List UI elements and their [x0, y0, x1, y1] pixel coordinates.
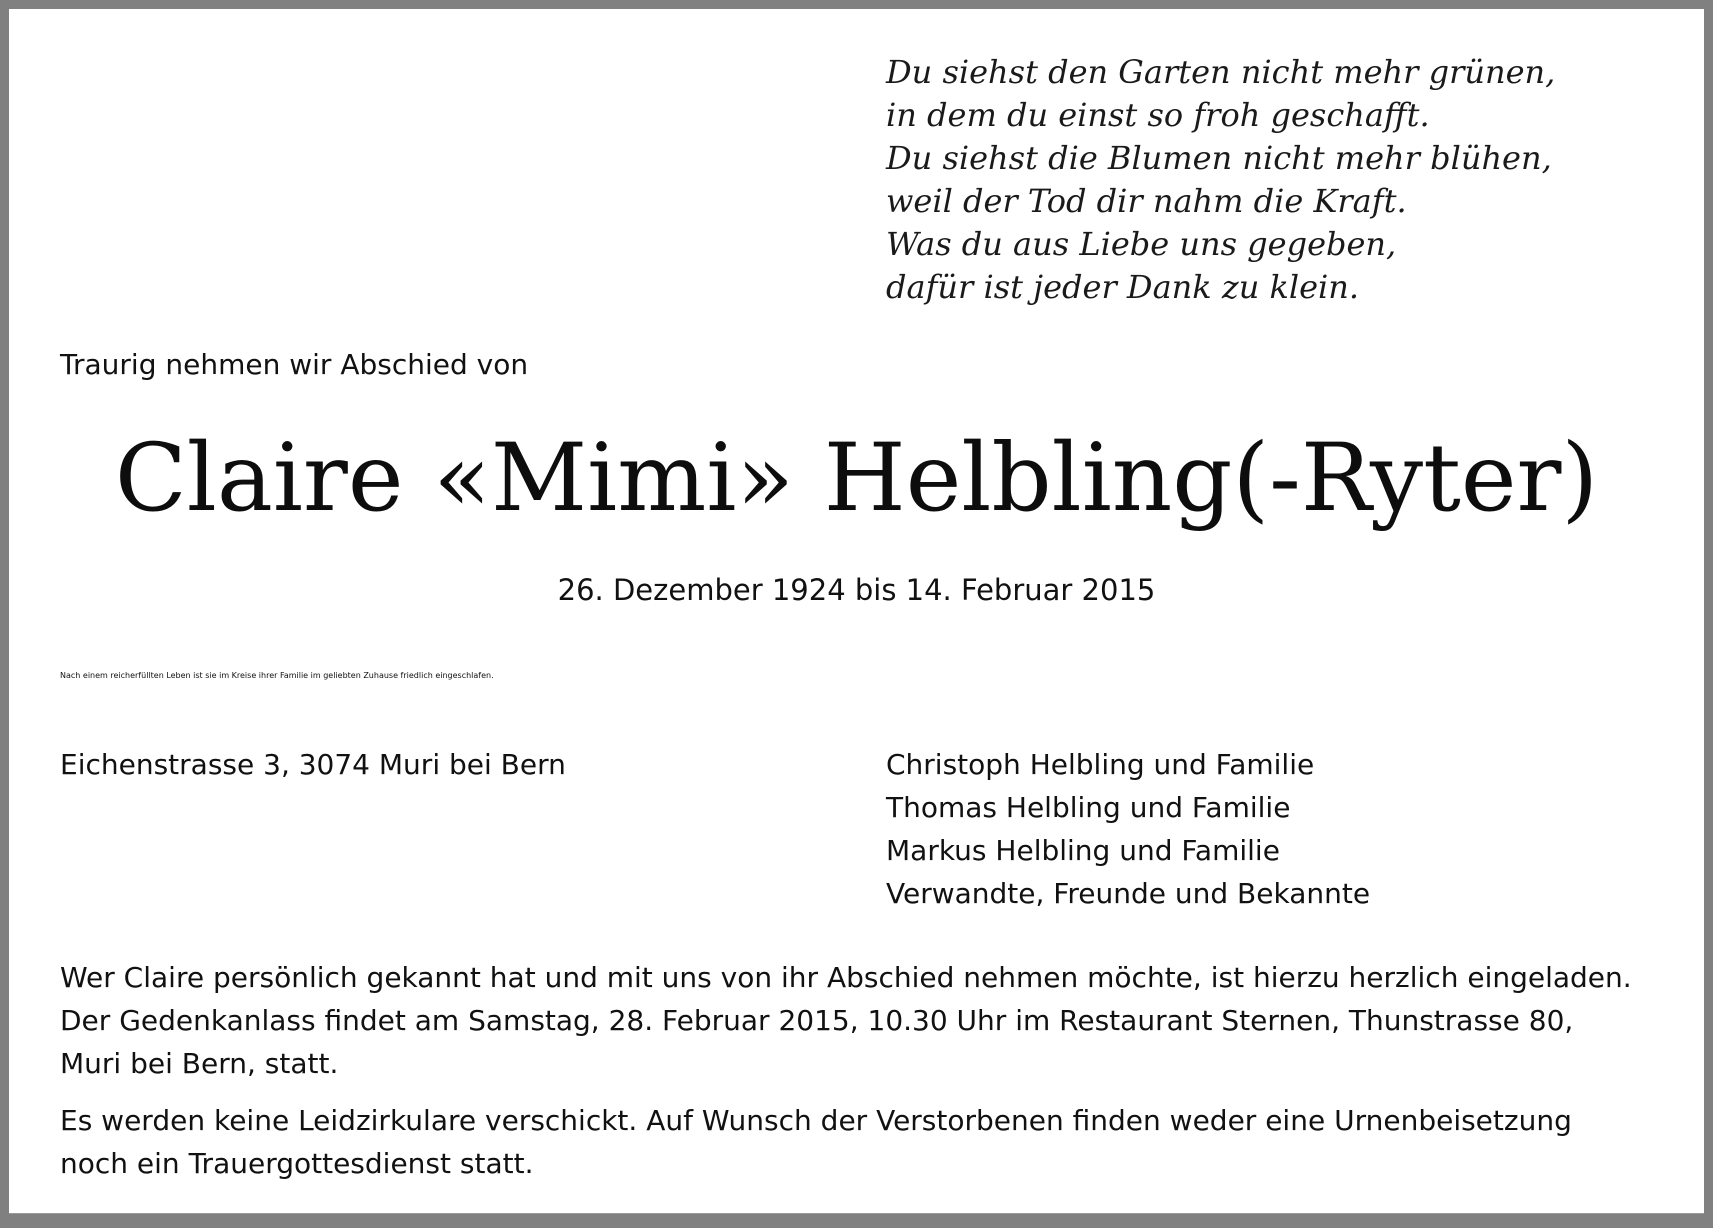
- mourner-line: Markus Helbling und Familie: [886, 834, 1280, 867]
- address: Eichenstrasse 3, 3074 Muri bei Bern: [60, 748, 566, 781]
- poem-line: Du siehst die Blumen nicht mehr blühen,: [886, 139, 1552, 177]
- poem-line: Du siehst den Garten nicht mehr grünen,: [886, 53, 1556, 91]
- invitation-line: Wer Claire persönlich gekannt hat und mit uns von ihr Abschied nehmen möchte, ist hierzu herzlich eingeladen.: [60, 961, 1632, 994]
- poem-line: in dem du einst so froh geschafft.: [886, 96, 1430, 134]
- obituary-card: [9, 9, 1704, 1214]
- mourners-list: [886, 743, 1370, 915]
- poem-line: dafür ist jeder Dank zu klein.: [886, 268, 1360, 306]
- invitation-line: Muri bei Bern, statt.: [60, 1047, 339, 1080]
- final-note-paragraph: [60, 1099, 1656, 1185]
- intro-text: Traurig nehmen wir Abschied von: [60, 348, 529, 381]
- mourner-line: Christoph Helbling und Familie: [886, 748, 1315, 781]
- life-dates: 26. Dezember 1924 bis 14. Februar 2015: [557, 573, 1156, 607]
- final-note-line: noch ein Trauergottesdienst statt.: [60, 1147, 534, 1180]
- mourner-line: Thomas Helbling und Familie: [886, 791, 1291, 824]
- invitation-line: Der Gedenkanlass findet am Samstag, 28. Februar 2015, 10.30 Uhr im Restaurant Sternen, Thunstrasse 80,: [60, 1004, 1574, 1037]
- final-note-line: Es werden keine Leidzirkulare verschickt. Auf Wunsch der Verstorbenen finden weder eine Urnenbeisetzung: [60, 1104, 1572, 1137]
- poem-line: Was du aus Liebe uns gegeben,: [886, 225, 1397, 263]
- poem: [886, 51, 1555, 309]
- passing-note: Nach einem reicherfüllten Leben ist sie im Kreise ihrer Familie im geliebten Zuhause friedlich eingeschlafen.: [60, 671, 494, 680]
- deceased-name: Claire «Mimi» Helbling(-Ryter): [114, 424, 1599, 533]
- mourner-line: Verwandte, Freunde und Bekannte: [886, 877, 1371, 910]
- invitation-paragraph: [60, 956, 1656, 1085]
- poem-line: weil der Tod dir nahm die Kraft.: [886, 182, 1407, 220]
